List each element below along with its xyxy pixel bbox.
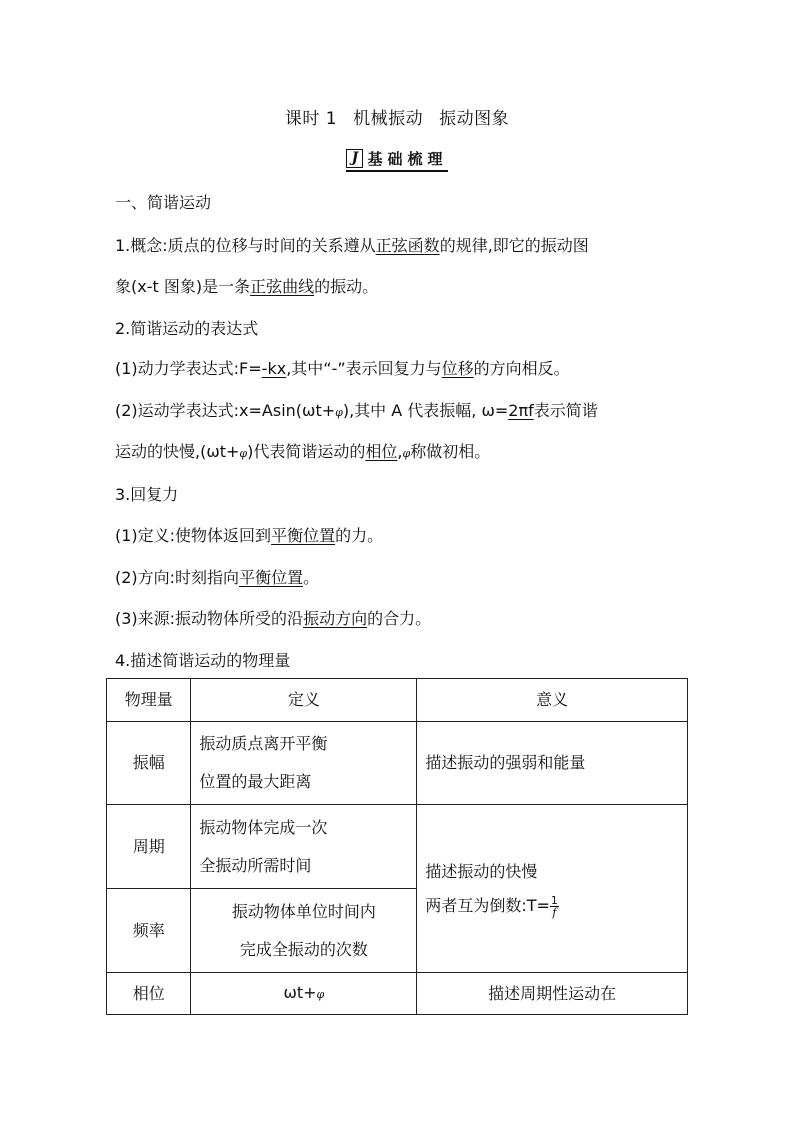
j-logo-icon: J	[346, 149, 363, 168]
row-name-amplitude: 振幅	[107, 722, 191, 805]
table-row	[107, 722, 688, 805]
answer-sine-curve: 正弦曲线	[250, 277, 315, 296]
row-def-phase: ωt+φ	[191, 973, 417, 1015]
table-row	[107, 805, 688, 889]
row-def-frequency: 振动物体单位时间内 完成全振动的次数	[191, 889, 417, 973]
header-meaning: 意义	[417, 679, 688, 722]
row-meaning-amplitude: 描述振动的强弱和能量	[417, 722, 688, 805]
restoring-source: (3)来源:振动物体所受的沿振动方向的合力。	[115, 609, 432, 628]
answer-phase: 相位	[365, 442, 398, 461]
row-name-phase: 相位	[107, 973, 191, 1015]
dynamics-expression: (1)动力学表达式:F=-kx,其中“-”表示回复力与位移的方向相反。	[115, 359, 570, 378]
table-header-row	[107, 679, 688, 722]
answer-vibration-direction: 振动方向	[303, 609, 368, 628]
answer-sine-function: 正弦函数	[375, 236, 440, 255]
answer-minus-kx: -kx	[261, 359, 287, 378]
restoring-definition: (1)定义:使物体返回到平衡位置的力。	[115, 526, 384, 545]
answer-2-pi-f: 2πf	[508, 401, 534, 420]
row-meaning-period-frequency: 描述振动的快慢 两者互为倒数:T= $\frac{1}{f}$	[417, 805, 688, 973]
expression-heading: 2.简谐运动的表达式	[115, 319, 259, 338]
row-def-amplitude: 振动质点离开平衡 位置的最大距离	[191, 722, 417, 805]
table-row	[107, 973, 688, 1015]
answer-displacement: 位移	[441, 359, 474, 378]
page-title	[0, 104, 794, 129]
concept-line-1: 1.概念:质点的位移与时间的关系遵从正弦函数的规律,即它的振动图	[115, 236, 589, 255]
lesson-topic-2: 振动图象	[439, 109, 510, 129]
kinematics-expression-cont: 运动的快慢,(ωt+φ)代表简谐运动的相位,φ称做初相。	[115, 442, 491, 461]
header-quantity: 物理量	[107, 679, 191, 722]
kinematics-expression: (2)运动学表达式:x=Asin(ωt+φ),其中 A 代表振幅, ω=2πf表示简谐	[115, 401, 598, 420]
restoring-force-heading: 3.回复力	[115, 485, 179, 504]
header-definition: 定义	[191, 679, 417, 722]
lesson-number: 课时 1	[284, 109, 338, 129]
lesson-topic-1: 机械振动	[353, 109, 424, 129]
row-def-period: 振动物体完成一次 全振动所需时间	[191, 805, 417, 889]
badge-label: 基础梳理	[367, 150, 448, 168]
concept-line-2: 象(x-t 图象)是一条正弦曲线的振动。	[115, 277, 379, 296]
restoring-direction: (2)方向:时刻指向平衡位置。	[115, 568, 320, 587]
row-name-frequency: 频率	[107, 889, 191, 973]
row-meaning-phase: 描述周期性运动在	[417, 973, 688, 1015]
reciprocal-fraction: $\frac{1}{f}$	[550, 893, 558, 919]
quantities-table	[106, 678, 688, 1015]
row-name-period: 周期	[107, 805, 191, 889]
section-heading-simple-harmonic: 一、简谐运动	[115, 193, 212, 212]
basics-badge	[0, 148, 794, 172]
answer-equilibrium-2: 平衡位置	[239, 568, 304, 587]
quantities-heading: 4.描述简谐运动的物理量	[115, 651, 291, 670]
answer-equilibrium-1: 平衡位置	[271, 526, 336, 545]
